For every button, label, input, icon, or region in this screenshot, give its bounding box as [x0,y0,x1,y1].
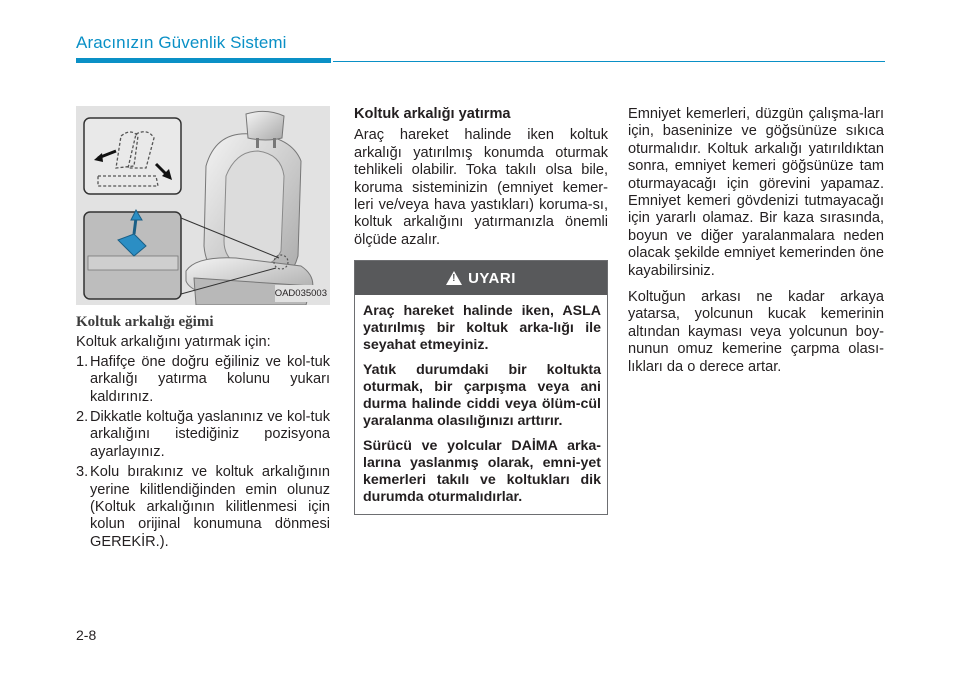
step-text: Kolu bırakınız ve koltuk arkalığının yerine kilitlendiğinden emin olunuz (Koltuk arkalığının kilitlenmesi için kolun orijinal konumuna dönmesi GEREKİR.). [90,464,330,550]
step-number: 2. [76,409,89,426]
step-text: Dikkatle koltuğa yaslanınız ve kol-tuk arkalığını istediğiniz pozisyona ayarlayınız. [90,409,330,460]
warning-paragraph: Araç hareket halinde iken, ASLA yatırılmış bir koltuk arka-lığı ile seyahat etmeyiniz. [363,303,601,354]
middle-heading: Koltuk arkalığı yatırma [354,106,511,122]
steps-list [76,354,330,551]
list-item [76,409,330,461]
header-rule-thin [333,61,885,62]
warning-box [354,260,608,515]
warning-icon-glyph: ! [452,273,456,285]
figure-code: OAD035003 [275,285,327,302]
left-column [76,106,330,554]
header-rule-thick [76,58,331,63]
seat-figure [76,106,330,305]
warning-paragraph: Sürücü ve yolcular DAİMA arka-larına yaslanmış olarak, emni-yet kemerleri takılı ve koltukları dik durumda oturmalıdırlar. [363,438,601,506]
warning-title: UYARI [468,269,516,287]
middle-column [354,106,608,515]
left-heading: Koltuk arkalığı eğimi [76,314,214,330]
page-number: 2-8 [76,627,97,643]
step-text: Hafifçe öne doğru eğiliniz ve kol-tuk arkalığı yatırma kolunu yukarı kaldırınız. [90,353,330,405]
right-paragraph: Emniyet kemerleri, düzgün çalışma-ları için, baseninize ve göğsünüze sıkıca oturmalıdır. Koltuk arkalığı yatırıldıktan sonra, emniyet kemeri göğsünüze tam oturmayacağı için görevini yapamaz. Emniyet kemeri gövdenizi tutmayacağı için yararlı olamaz. Bir kaza sırasında, boyun ve diğer yaralanmalara neden olacak şekilde emniyet kemerinden öne kayabilirsiniz. [628,106,884,279]
warning-triangle-icon [446,271,462,285]
section-title: Aracınızın Güvenlik Sistemi [76,33,287,52]
warning-body [355,295,607,514]
list-item [76,464,330,551]
right-paragraph: Koltuğun arkası ne kadar arkaya yatarsa, yolcunun kucak kemerinin altından kayması veya yolcunun boy-nunun omuz kemerine çarpma olası-lıkları da o derece artar. [628,289,884,375]
warning-header [355,261,607,295]
left-intro: Koltuk arkalığını yatırmak için: [76,334,271,351]
step-number: 1. [76,353,89,370]
middle-paragraph: Araç hareket halinde iken koltuk arkalığı yatırılmış konumda oturmak tehlikeli olabilir. Toka takılı olsa bile, koruma sisteminizin (emniyet kemer-leri ve/veya hava yastıkları) koruma-sı, koltuk arkalığını yatırmanızla önemli ölçüde azalır. [354,127,608,248]
right-column [628,106,884,385]
list-item [76,354,330,406]
seat-recline-illustration [76,106,330,305]
step-number: 3. [76,464,89,481]
warning-paragraph: Yatık durumdaki bir koltukta oturmak, bir çarpışma veya ani durma halinde ciddi veya ölüm-cül yaralanma olasılığınızı arttırır. [363,362,601,430]
